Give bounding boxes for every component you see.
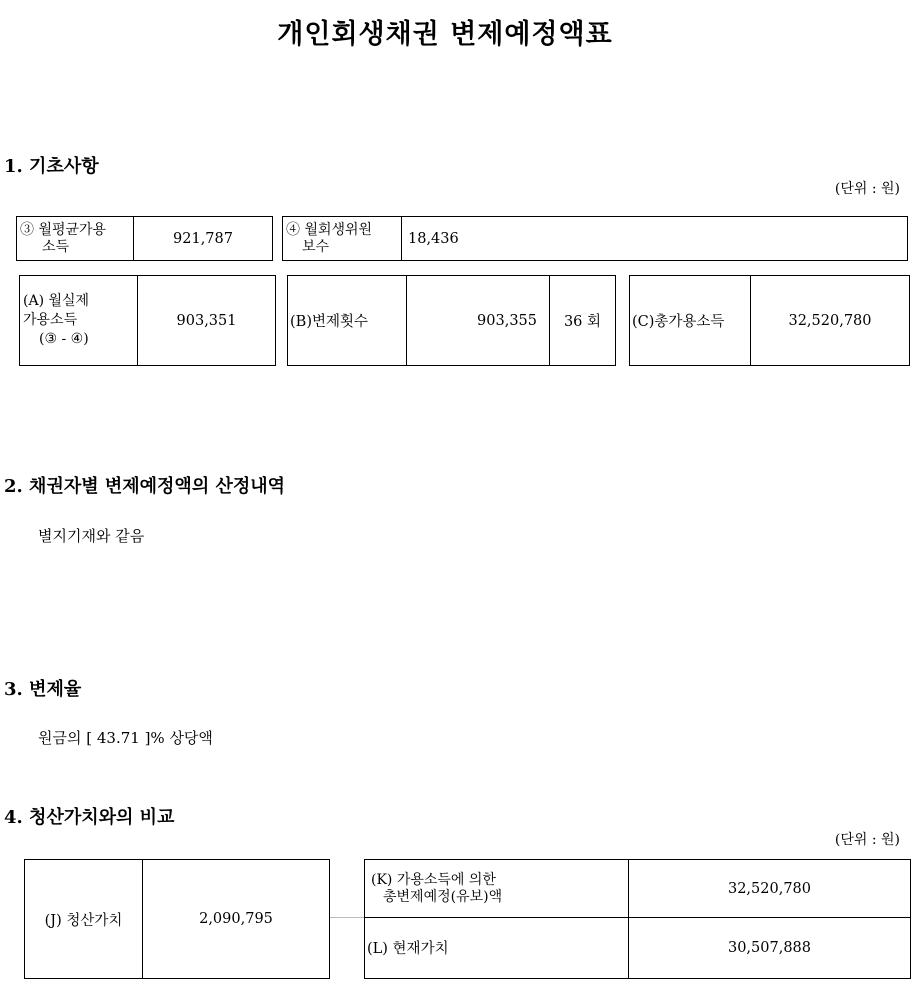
section2-text: 별지기재와 같음: [38, 527, 145, 545]
trustee-fee-label-line2: 보수: [302, 238, 330, 255]
connector-line: [330, 917, 364, 918]
present-value-label: (L) 현재가치: [365, 917, 629, 978]
actual-income-label-line3: (③ - ④): [39, 331, 89, 347]
monthly-avg-income-value: 921,787: [173, 230, 233, 247]
total-repay-row: [365, 860, 910, 917]
total-repay-value: 32,520,780: [727, 880, 812, 897]
liquidation-box: [24, 859, 330, 979]
present-value-row: [365, 917, 910, 978]
section3-text: 원금의 [ 43.71 ]% 상당액: [38, 729, 213, 747]
repayment-count-times: 36 회: [563, 314, 602, 330]
trustee-fee-label: [283, 217, 402, 260]
actual-income-box: [19, 275, 276, 366]
total-income-value: 32,520,780: [788, 312, 872, 329]
present-value-value: 30,507,888: [727, 939, 812, 956]
section2-heading: 2. 채권자별 변제예정액의 산정내역: [4, 476, 286, 497]
actual-income-label: [20, 276, 138, 365]
comparison-box: [364, 859, 911, 979]
monthly-avg-income-box: [16, 216, 273, 261]
unit-label-4: (단위 : 원): [834, 832, 900, 848]
repayment-count-box: [287, 275, 616, 366]
total-repay-label: [365, 860, 629, 917]
page-title: 개인회생채권 변제예정액표: [277, 19, 613, 50]
total-income-label: (C)총가용소득: [630, 276, 751, 365]
actual-income-label-line1: (A) 월실제: [23, 293, 90, 309]
monthly-avg-income-label-line1: ③ 월평균가용: [20, 221, 107, 238]
unit-label-1: (단위 : 원): [834, 181, 900, 197]
total-repay-label-line1: (K) 가용소득에 의한: [371, 871, 496, 888]
total-income-box: [629, 275, 910, 366]
repayment-count-value: 903,355: [407, 276, 550, 365]
total-repay-label-line2: 총변제예정(유보)액: [383, 888, 503, 905]
repayment-count-label: (B)변제횟수: [288, 276, 407, 365]
actual-income-label-line2: 가용소득: [23, 312, 78, 328]
monthly-avg-income-label-line2: 소득: [42, 238, 70, 255]
monthly-avg-income-label: [17, 217, 134, 260]
trustee-fee-label-line1: ④ 월회생위원: [286, 221, 373, 238]
section4-heading: 4. 청산가치와의 비교: [4, 807, 175, 828]
liquidation-label: (J) 청산가치: [25, 860, 143, 978]
trustee-fee-box: [282, 216, 908, 261]
liquidation-value: 2,090,795: [199, 911, 273, 927]
section1-heading: 1. 기초사항: [4, 156, 99, 177]
actual-income-value: 903,351: [176, 312, 237, 329]
trustee-fee-value: 18,436: [408, 230, 459, 247]
section3-heading: 3. 변제율: [4, 679, 82, 700]
